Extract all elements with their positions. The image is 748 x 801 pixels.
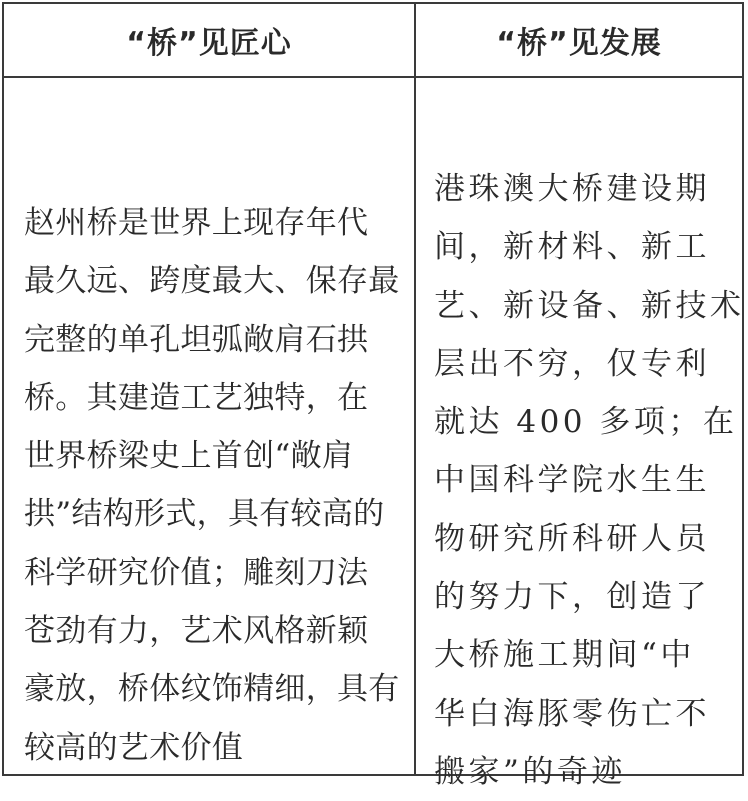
text-line: 层出不穷，仅专利 bbox=[434, 345, 710, 382]
text-line: 的努力下，创造了 bbox=[434, 579, 710, 616]
header-craftsmanship: “桥”见匠心 bbox=[4, 4, 416, 76]
hzmb-bridge-text bbox=[434, 160, 745, 801]
table-body-row bbox=[4, 78, 745, 790]
text-line: 世界桥梁史上首创“敞肩 bbox=[24, 438, 354, 475]
text-line: 较高的艺术价值 bbox=[24, 729, 244, 766]
text-line: 科学研究价值；雕刻刀法 bbox=[24, 554, 369, 591]
text-line: 最久远、跨度最大、保存最 bbox=[24, 263, 400, 300]
text-line: 华白海豚零伤亡不 bbox=[434, 695, 710, 732]
text-line: 艺、新设备、新技术 bbox=[434, 287, 745, 324]
zhaozhou-bridge-text bbox=[24, 194, 400, 777]
zhaozhou-bridge-cell bbox=[4, 78, 416, 774]
table-header-row bbox=[4, 4, 742, 78]
text-line: 大桥施工期间“中 bbox=[434, 637, 695, 674]
text-line: 港珠澳大桥建设期 bbox=[434, 171, 710, 207]
text-line: 间，新材料、新工 bbox=[434, 229, 710, 266]
text-line: 赵州桥是世界上现存年代 bbox=[24, 205, 369, 241]
comparison-table bbox=[2, 2, 745, 790]
text-line: 豪放，桥体纹饰精细，具有 bbox=[24, 671, 400, 708]
text-line: 桥。其建造工艺独特，在 bbox=[24, 379, 369, 416]
header-development: “桥”见发展 bbox=[496, 26, 662, 61]
text-line: 完整的单孔坦弧敞肩石拱 bbox=[24, 321, 369, 358]
text-line: 苍劲有力，艺术风格新颖 bbox=[24, 613, 369, 650]
text-line: 就达 400 多项；在 bbox=[434, 404, 738, 441]
text-line: 中国科学院水生生 bbox=[434, 462, 710, 499]
text-line: 拱”结构形式，具有较高的 bbox=[24, 496, 385, 533]
text-line: 搬家”的奇迹 bbox=[434, 753, 626, 790]
text-line: 物研究所科研人员 bbox=[434, 520, 710, 557]
hzmb-bridge-cell bbox=[416, 78, 745, 790]
